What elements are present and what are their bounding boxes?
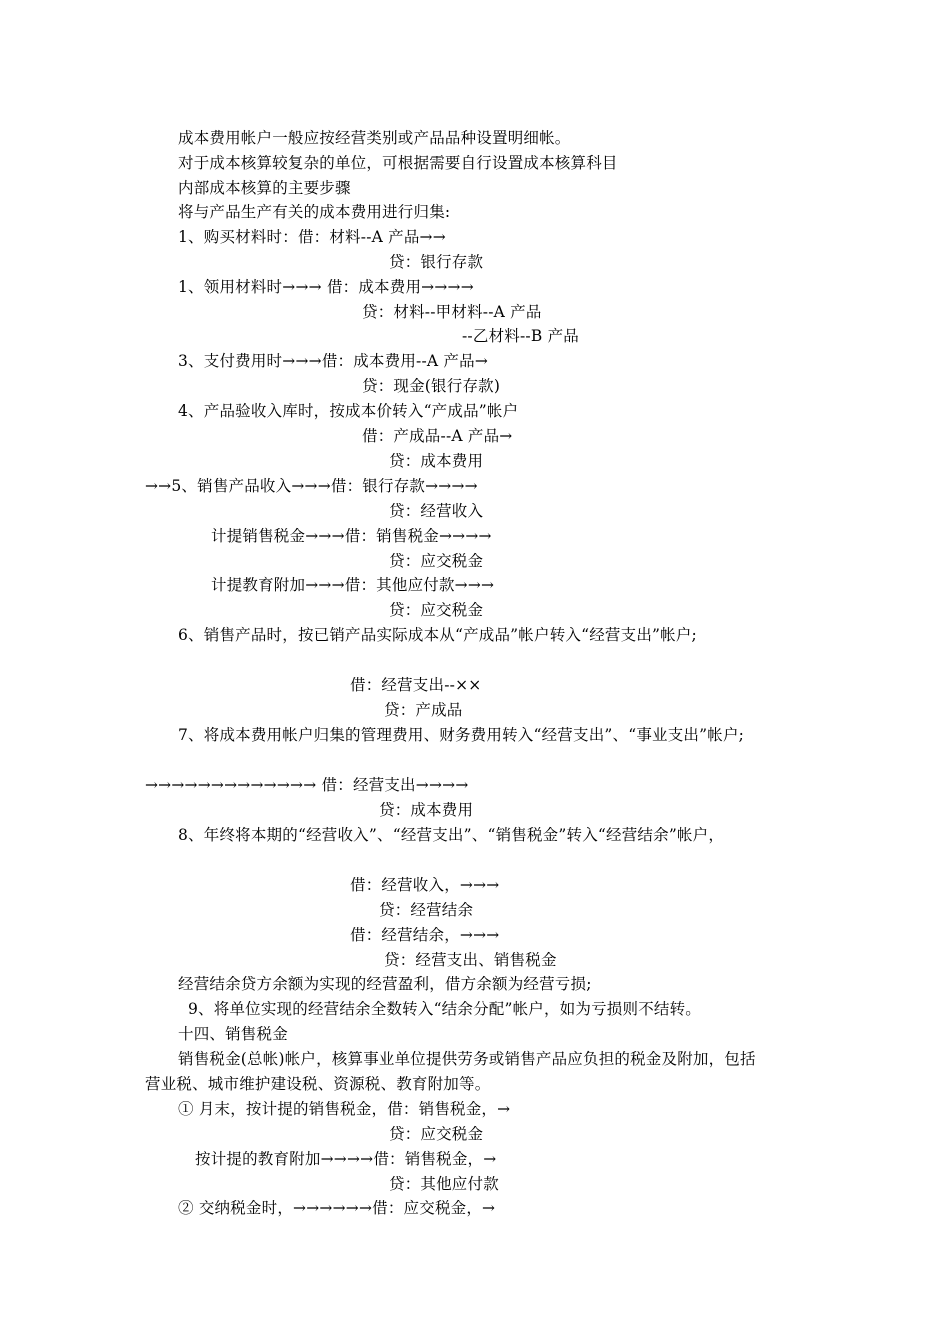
text-line: ② 交纳税金时，→→→→→→借：应交税金，→ <box>178 1199 496 1217</box>
text-line: 6、销售产品时，按已销产品实际成本从“产成品”帐户转入“经营支出”帐户; <box>178 626 697 644</box>
text-line: 7、将成本费用帐户归集的管理费用、财务费用转入“经营支出”、“事业支出”帐户; <box>178 726 745 744</box>
text-line: 借：经营收入，→→→ <box>350 876 500 894</box>
text-line: 贷：经营支出、销售税金 <box>384 951 557 969</box>
text-line: ① 月末，按计提的销售税金，借：销售税金，→ <box>178 1100 511 1118</box>
text-line: 贷：其他应付款 <box>389 1175 499 1193</box>
text-line: 借：经营支出--×× <box>350 676 482 694</box>
text-line: 贷：应交税金 <box>389 601 484 619</box>
text-line: 借：经营结余，→→→ <box>350 926 500 944</box>
text-line: 贷：应交税金 <box>389 1125 484 1143</box>
text-line: 9、将单位实现的经营结余全数转入“结余分配”帐户，如为亏损则不结转。 <box>188 1000 702 1018</box>
text-line: 贷：成本费用 <box>379 801 474 819</box>
text-line: 对于成本核算较复杂的单位，可根据需要自行设置成本核算科目 <box>178 154 618 172</box>
text-line: 销售税金(总帐)帐户，核算事业单位提供劳务或销售产品应负担的税金及附加，包括 <box>178 1050 756 1068</box>
text-line: 经营结余贷方余额为实现的经营盈利，借方余额为经营亏损; <box>178 975 592 993</box>
text-line: 将与产品生产有关的成本费用进行归集: <box>178 203 451 221</box>
text-line: 贷：材料--甲材料--A 产品 <box>362 303 542 321</box>
text-line: --乙材料--B 产品 <box>462 327 579 345</box>
text-line: 按计提的教育附加→→→→借：销售税金，→ <box>195 1150 497 1168</box>
text-line: 计提销售税金→→→借：销售税金→→→→ <box>211 527 492 545</box>
text-line: 借：产成品--A 产品→ <box>362 427 513 445</box>
text-line: 贷：经营结余 <box>379 901 474 919</box>
text-line: 贷：现金(银行存款) <box>362 377 501 395</box>
text-line: →→→→→→→→→→→→→ 借：经营支出→→→→ <box>145 776 469 794</box>
text-line: 营业税、城市维护建设税、资源税、教育附加等。 <box>145 1075 491 1093</box>
text-line: 4、产品验收入库时，按成本价转入“产成品”帐户 <box>178 402 519 420</box>
text-line: 贷：产成品 <box>384 701 463 719</box>
text-line: 贷：应交税金 <box>389 552 484 570</box>
text-line: 计提教育附加→→→借：其他应付款→→→ <box>211 576 495 594</box>
text-line: 1、购买材料时：借：材料--A 产品→→ <box>178 228 446 246</box>
text-line: 贷：银行存款 <box>389 253 484 271</box>
text-line: 3、支付费用时→→→借：成本费用--A 产品→ <box>178 352 489 370</box>
text-line: 贷：成本费用 <box>389 452 484 470</box>
text-line: 8、年终将本期的“经营收入”、“经营支出”、“销售税金”转入“经营结余”帐户， <box>178 826 725 844</box>
text-line: 十四、销售税金 <box>178 1025 288 1043</box>
text-line: 1、领用材料时→→→ 借：成本费用→→→→ <box>178 278 474 296</box>
text-line: 贷：经营收入 <box>389 502 484 520</box>
text-line: 内部成本核算的主要步骤 <box>178 179 351 197</box>
text-line: 成本费用帐户一般应按经营类别或产品品种设置明细帐。 <box>178 129 571 147</box>
text-line: →→5、销售产品收入→→→借：银行存款→→→→ <box>145 477 478 495</box>
